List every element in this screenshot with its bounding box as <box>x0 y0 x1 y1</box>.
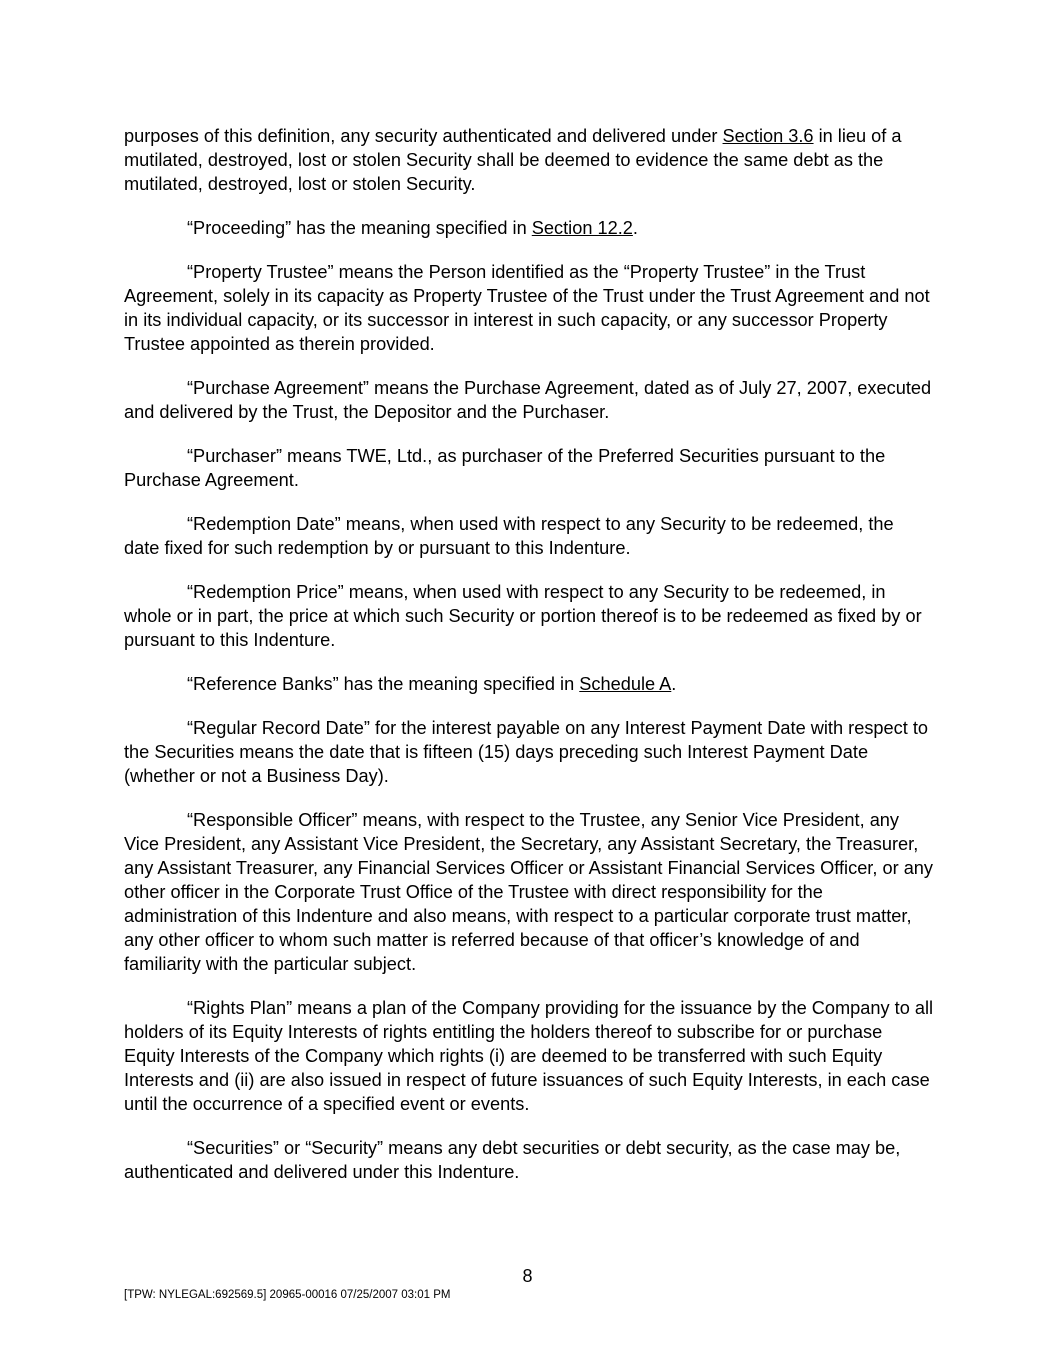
section-reference-3-6: Section 3.6 <box>722 126 814 146</box>
paragraph-text: “Property Trustee” means the Person identified as the “Property Trustee” in the Trust Agreement, solely in its capacity as Property Trustee of the Trust under the Trust Agreement and not in its individual capacity, or its successor in interest in such capacity, or any successor Property Trustee appointed as therein provided. <box>124 262 930 354</box>
definition-purchaser <box>124 444 934 492</box>
paragraph-text: “Redemption Date” means, when used with respect to any Security to be redeemed, the date fixed for such redemption by or pursuant to this Indenture. <box>124 514 894 558</box>
definition-responsible-officer <box>124 808 934 976</box>
definition-redemption-price <box>124 580 934 652</box>
document-body <box>124 124 934 1204</box>
paragraph-text: “Proceeding” has the meaning specified in <box>187 218 532 238</box>
paragraph-text: “Regular Record Date” for the interest payable on any Interest Payment Date with respect to the Securities means the date that is fifteen (15) days preceding such Interest Payment Date (whether or not a Business Day). <box>124 718 929 786</box>
definition-securities <box>124 1136 934 1184</box>
paragraph-text: “Redemption Price” means, when used with respect to any Security to be redeemed, in whole or in part, the price at which such Security or portion thereof is to be redeemed as fixed by or pursuant to this Indenture. <box>124 582 922 650</box>
schedule-reference-a: Schedule A <box>579 674 672 694</box>
paragraph-text: in lieu of a mutilated, destroyed, lost or stolen Security shall be deemed to evidence the same debt as the mutilated, destroyed, lost or stolen Security. <box>124 126 902 194</box>
document-footer: [TPW: NYLEGAL:692569.5] 20965-00016 07/25/2007 03:01 PM <box>124 1289 451 1301</box>
paragraph-text: “Reference Banks” has the meaning specified in <box>187 674 580 694</box>
section-reference-12-2: Section 12.2 <box>531 218 633 238</box>
paragraph-text: . <box>632 218 638 238</box>
definition-purchase-agreement <box>124 376 934 424</box>
paragraph-text: purposes of this definition, any security authenticated and delivered under <box>124 126 723 146</box>
definition-property-trustee <box>124 260 934 356</box>
definition-redemption-date <box>124 512 934 560</box>
definition-reference-banks <box>124 672 934 696</box>
paragraph-text: . <box>671 674 677 694</box>
paragraph-security-continuation <box>124 124 934 196</box>
definition-regular-record-date <box>124 716 934 788</box>
paragraph-text: “Rights Plan” means a plan of the Company providing for the issuance by the Company to all holders of its Equity Interests of rights entitling the holders thereof to subscribe for or purchase Equity Interests of the Company which rights (i) are deemed to be transferred with such Equity Interests and (ii) are also issued in respect of future issuances of such Equity Interests, in each case until the occurrence of a specified event or events. <box>124 998 934 1114</box>
paragraph-text: “Responsible Officer” means, with respect to the Trustee, any Senior Vice President, any Vice President, any Assistant Vice President, the Secretary, any Assistant Secretary, the Treasurer, any Assistant Treasurer, any Financial Services Officer or Assistant Financial Services Officer, or any other officer in the Corporate Trust Office of the Trustee with direct responsibility for the administration of this Indenture and also means, with respect to a particular corporate trust matter, any other officer to whom such matter is referred because of that officer’s knowledge of and familiarity with the particular subject. <box>124 810 934 974</box>
page-number: 8 <box>522 1266 533 1286</box>
paragraph-text: “Purchase Agreement” means the Purchase Agreement, dated as of July 27, 2007, executed and delivered by the Trust, the Depositor and the Purchaser. <box>124 378 932 422</box>
paragraph-text: “Securities” or “Security” means any debt securities or debt security, as the case may be, authenticated and delivered under this Indenture. <box>124 1138 901 1182</box>
definition-rights-plan <box>124 996 934 1116</box>
definition-proceeding <box>124 216 934 240</box>
paragraph-text: “Purchaser” means TWE, Ltd., as purchaser of the Preferred Securities pursuant to the Purchase Agreement. <box>124 446 886 490</box>
